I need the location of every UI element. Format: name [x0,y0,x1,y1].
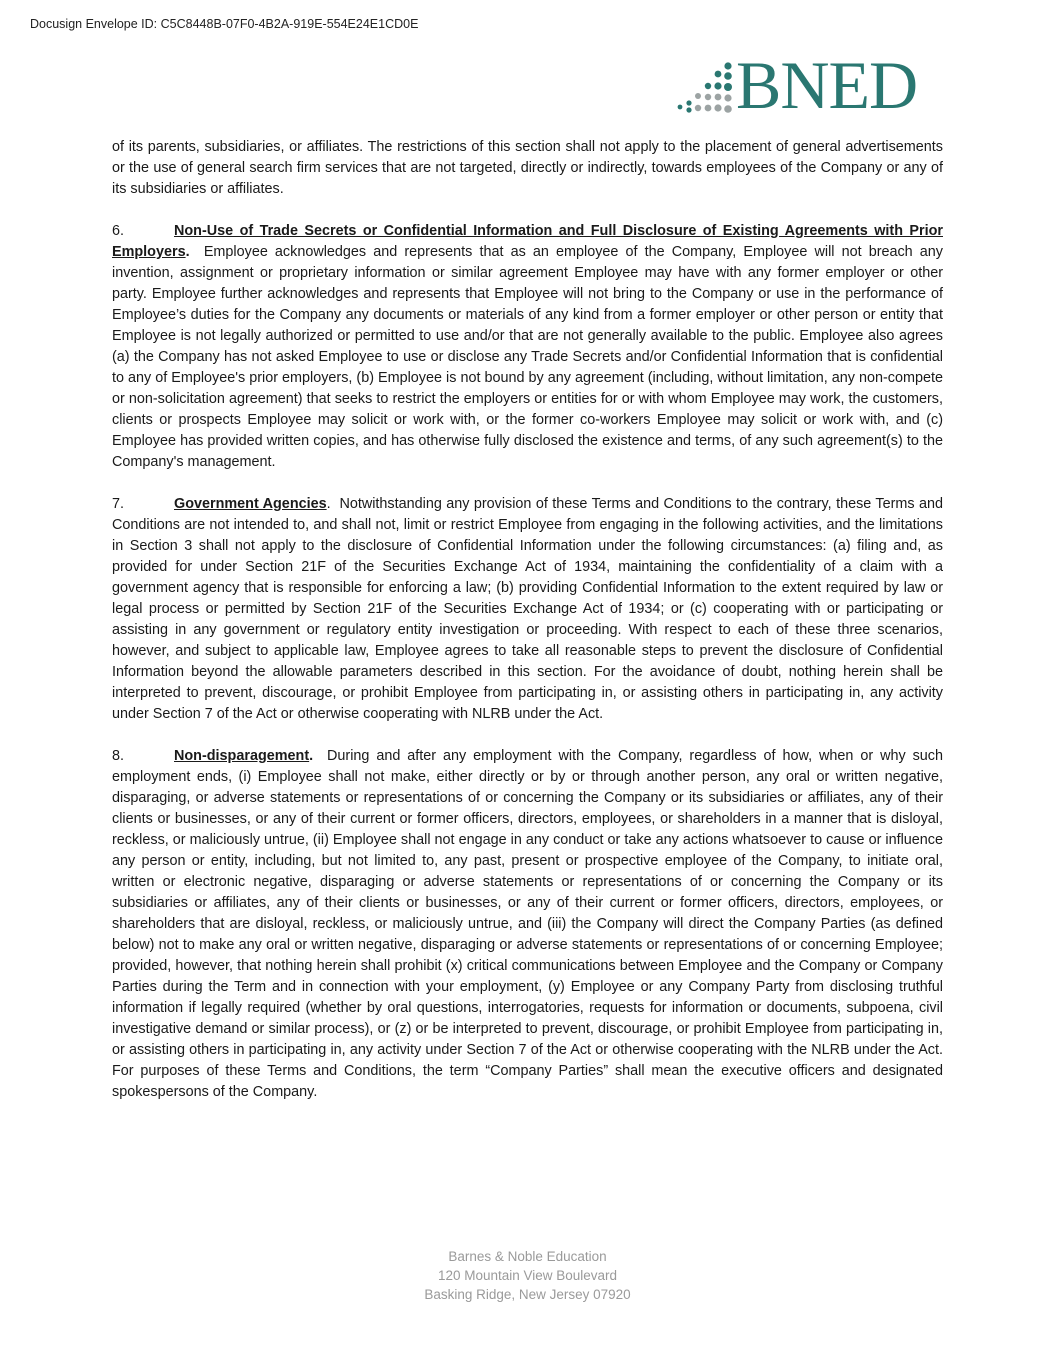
page-footer [0,1247,1055,1304]
envelope-id: Docusign Envelope ID: C5C8448B-07F0-4B2A-919E-554E24E1CD0E [30,17,419,31]
section-body: During and after any employment with the Company, regardless of how, when or why such employment ends, (i) Employee shall not make, either directly or by or through another person, any oral or written negative, disparaging, or adverse statements or representations of or concerning the Company or its subsidiaries or affiliates, any of their clients or businesses, or any of their current or former officers, directors, employees, or shareholders in a manner that is disloyal, reckless, or maliciously untrue, (ii) Employee shall not engage in any conduct or take any actions whatsoever to cause or influence any person or entity, including, but not limited to, any past, present or prospective employee of the Company, to initiate oral, written or electronic negative, disparaging or adverse statements or representations of or concerning the Company or its subsidiaries or affiliates, any of their clients or businesses, or any of their current or former officers, directors, employees, or shareholders that are disloyal, reckless, or maliciously untrue, and (iii) the Company will direct the Company Parties (as defined below) not to make any oral or written negative, disparaging or adverse statements or representations of or concerning Employee; provided, however, that nothing herein shall prohibit (x) critical communications between Employee and the Company or Company Parties during the Term and in connection with your employment, (y) Employee or any Company Party from disclosing truthful information if legally required (whether by oral questions, interrogatories, requests for information or documents, subpoena, civil investigative demand or similar process), or (z) or be interpreted to prevent, discourage, or prohibit Employee from participating in, or assisting others in participating in, any activity under Section 7 of the Act or otherwise cooperating with the NLRB under the Act. For purposes of these Terms and Conditions, the term “Company Parties” shall mean the executive officers and designated spokespersons of the Company. [112,748,943,1100]
section-heading: Non-disparagement [174,748,310,764]
section-heading-suffix: . [326,496,331,512]
footer-company-name: Barnes & Noble Education [448,1249,607,1264]
section-body: Notwithstanding any provision of these Terms and Conditions to the contrary, these Terms and Conditions are not intended to, and shall not, limit or restrict Employee from engaging in the following activities, and the limitations in Section 3 shall not apply to the disclosure of Confidential Information under the following circumstances: (a) filing and, as provided for under Section 21F of the Securities Exchange Act of 1934, maintaining the confidentiality of a claim with a government agency that is responsible for enforcing a law; (b) providing Confidential Information to the extent required by law or legal process or permitted by Section 21F of the Securities Exchange Act of 1934; or (c) cooperating with or participating or assisting in any government or regulatory entity investigation or proceeding. With respect to each of these three scenarios, however, and subject to applicable law, Employee agrees to take all reasonable steps to prevent the disclosure of Confidential Information beyond the allowable parameters described in this section. For the avoidance of doubt, nothing herein shall be interpreted to prevent, discourage, or prohibit Employee from participating in, or assisting others in participating in, any activity under Section 7 of the Act or otherwise cooperating with NLRB under the Act. [112,496,944,722]
section-heading: Government Agencies [174,496,327,512]
logo-wordmark: BNED [736,47,918,123]
section-6 [112,221,943,473]
section-heading-suffix: . [185,244,190,260]
section-heading: Non-Use of Trade Secrets or Confidential Information and Full Disclosure of Existing Agreements with Prior Employers [112,223,943,260]
section-number: 6. [112,223,125,239]
section-7 [112,494,943,725]
section-number: 7. [112,496,125,512]
intro-paragraph: of its parents, subsidiaries, or affiliates. The restrictions of this section shall not apply to the placement of general advertisements or the use of general search firm services that are not targeted, directly or indirectly, towards employees of the Company or any of its subsidiaries or affiliates. [112,139,943,197]
section-heading-suffix: . [309,748,314,764]
logo-dots-icon [676,60,734,116]
section-number: 8. [112,748,125,764]
section-8 [112,746,943,1103]
footer-street-address: 120 Mountain View Boulevard [437,1268,618,1283]
document-body [112,137,943,1124]
section-body: Employee acknowledges and represents that as an employee of the Company, Employee will not breach any invention, assignment or proprietary information or similar agreement Employee may have with any former employer or other party. Employee further acknowledges and represents that Employee will not bring to the Company or use in the performance of Employee’s duties for the Company any documents or materials of any kind from a former employer or other person or entity that Employee is not legally authorized or permitted to use and/or that are not generally available to the public. Employee also agrees (a) the Company has not asked Employee to use or disclose any Trade Secrets and/or Confidential Information that is confidential to any of Employee's prior employers, (b) Employee is not bound by any agreement (including, without limitation, any non-compete or non-solicitation agreement) that seeks to restrict the employers or entities for or with whom Employee may work, the customers, clients or prospects Employee may solicit or work with, or the former co-workers Employee may solicit or work with, and (c) Employee has provided written copies, and has otherwise fully disclosed the existence and terms, of any such agreement(s) to the Company's management. [112,244,944,470]
bned-logo [676,47,946,123]
footer-city-state-zip: Basking Ridge, New Jersey 07920 [424,1287,631,1302]
